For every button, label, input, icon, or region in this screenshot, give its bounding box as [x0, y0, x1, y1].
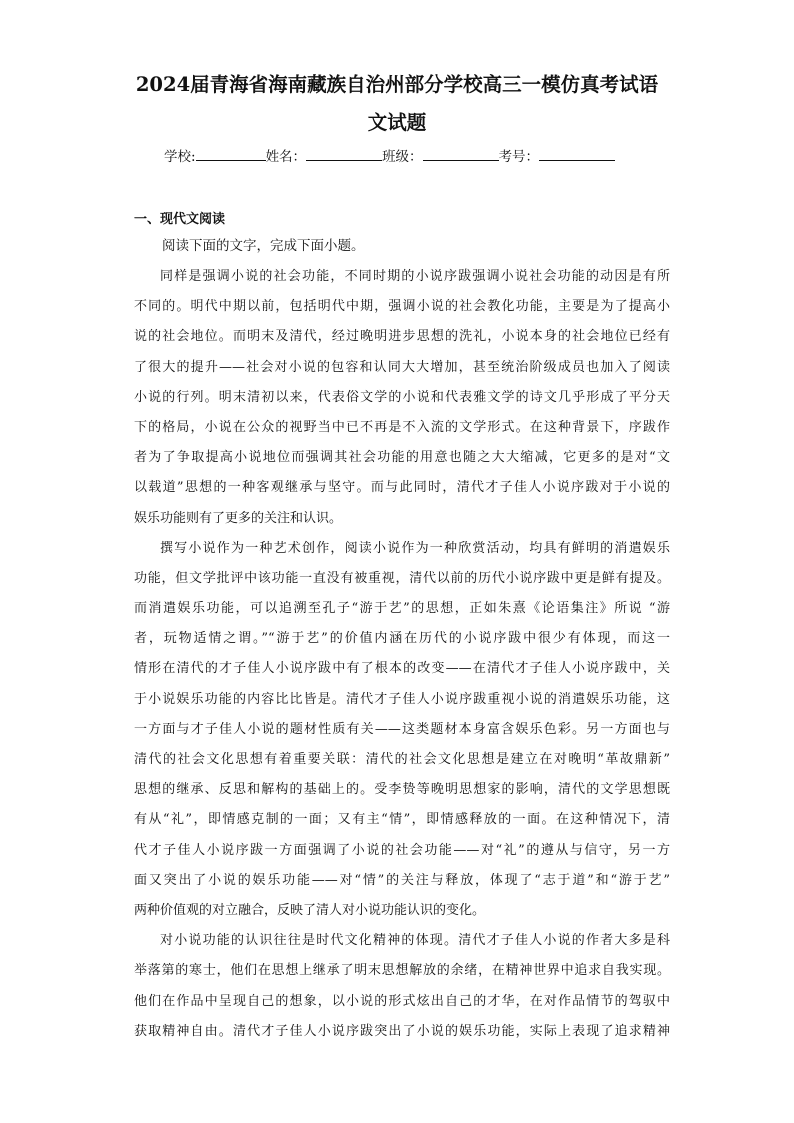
exam-title: [100, 66, 694, 142]
passage-line: 两种价值观的对立融合，反映了清人对小说功能认识的变化。: [134, 902, 486, 918]
passage-line: 者，玩物适情之谓。”“游于艺”的价值内涵在历代的小说序跋中很少有体现，而这一: [134, 631, 670, 647]
passage-line: 思想的继承、反思和解构的基础上的。受李贽等晚明思想家的影响，清代的文学思想既: [134, 782, 670, 798]
exam-no-field[interactable]: [539, 146, 615, 161]
student-info-row: [164, 145, 615, 165]
passage-line: 了很大的提升——社会对小说的包容和认同大大增加，甚至统治阶级成员也加入了阅读: [134, 359, 670, 375]
passage-line: 撰写小说作为一种艺术创作，阅读小说作为一种欣赏活动，均具有鲜明的消遣娱乐: [160, 540, 670, 556]
reading-instruction: 阅读下面的文字，完成下面小题。: [162, 238, 365, 254]
passage-line: 功能，但文学批评中该功能一直没有被重视，清代以前的历代小说序跋中更是鲜有提及。: [134, 570, 670, 586]
title-line-2: 文试题: [367, 111, 427, 134]
passage-line: 获取精神自由。清代才子佳人小说序跋突出了小说的娱乐功能，实际上表现了追求精神: [134, 1023, 670, 1039]
passage-line: 下的格局，小说在公众的视野当中已不再是不入流的文学形式。在这种背景下，序跋作: [134, 419, 670, 435]
passage-line: 以载道”思想的一种客观继承与坚守。而与此同时，清代才子佳人小说序跋对于小说的: [134, 480, 670, 496]
name-field[interactable]: [306, 146, 382, 161]
title-line-1: 2024届青海省海南藏族自治州部分学校高三一模仿真考试语: [135, 73, 659, 96]
name-label: 姓名：: [265, 149, 307, 165]
passage-line: 他们在作品中呈现自己的想象，以小说的形式炫出自己的才华，在对作品情节的驾驭中: [134, 993, 670, 1009]
passage-line: 有从“礼”，即情感克制的一面；又有主“情”，即情感释放的一面。在这种情况下，清: [134, 812, 670, 828]
passage: [134, 262, 670, 1047]
passage-line: 不同的。明代中期以前，包括明代中期，强调小说的社会教化功能，主要是为了提高小: [134, 299, 670, 315]
class-field[interactable]: [423, 146, 499, 161]
passage-line: 而消遣娱乐功能，可以追溯至孔子“游于艺”的思想，正如朱熹《论语集注》所说 “游: [134, 601, 670, 617]
passage-line: 举落第的寒士，他们在思想上继承了明末思想解放的余绪，在精神世界中追求自我实现。: [134, 963, 670, 979]
passage-line: 一方面与才子佳人小说的题材性质有关——这类题材本身富含娱乐色彩。另一方面也与: [134, 721, 670, 737]
class-label: 班级：: [382, 149, 423, 165]
passage-line: 者为了争取提高小说地位而强调其社会功能的用意也随之大大缩减，它更多的是对“文: [134, 450, 670, 466]
passage-line: 代才子佳人小说序跋一方面强调了小说的社会功能——对“礼”的遵从与信守，另一方: [134, 842, 670, 858]
passage-line: 对小说功能的认识往往是时代文化精神的体现。清代才子佳人小说的作者大多是科: [160, 933, 670, 949]
school-label: 学校:: [164, 149, 196, 165]
passage-line: 说的社会地位。而明末及清代，经过晚明进步思想的洗礼，小说本身的社会地位已经有: [134, 329, 670, 345]
section-title: 一、现代文阅读: [134, 212, 226, 227]
passage-line: 同样是强调小说的社会功能，不同时期的小说序跋强调小说社会功能的动因是有所: [160, 269, 670, 284]
exam-no-label: 考号：: [498, 149, 540, 165]
passage-line: 情形在清代的才子佳人小说序跋中有了根本的改变——在清代才子佳人小说序跋中，关: [134, 661, 670, 677]
school-field[interactable]: [196, 146, 266, 161]
passage-line: 面又突出了小说的娱乐功能——对“情”的关注与释放，体现了“志于道”和“游于艺”: [134, 872, 670, 888]
passage-line: 娱乐功能则有了更多的关注和认识。: [134, 510, 343, 526]
passage-line: 清代的社会文化思想有着重要关联：清代的社会文化思想是建立在对晚明“革故鼎新”: [134, 752, 670, 767]
passage-line: 于小说娱乐功能的内容比比皆是。清代才子佳人小说序跋重视小说的消遣娱乐功能，这: [134, 691, 670, 707]
passage-line: 小说的行列。明末清初以来，代表俗文学的小说和代表雅文学的诗文几乎形成了平分天: [134, 389, 670, 405]
